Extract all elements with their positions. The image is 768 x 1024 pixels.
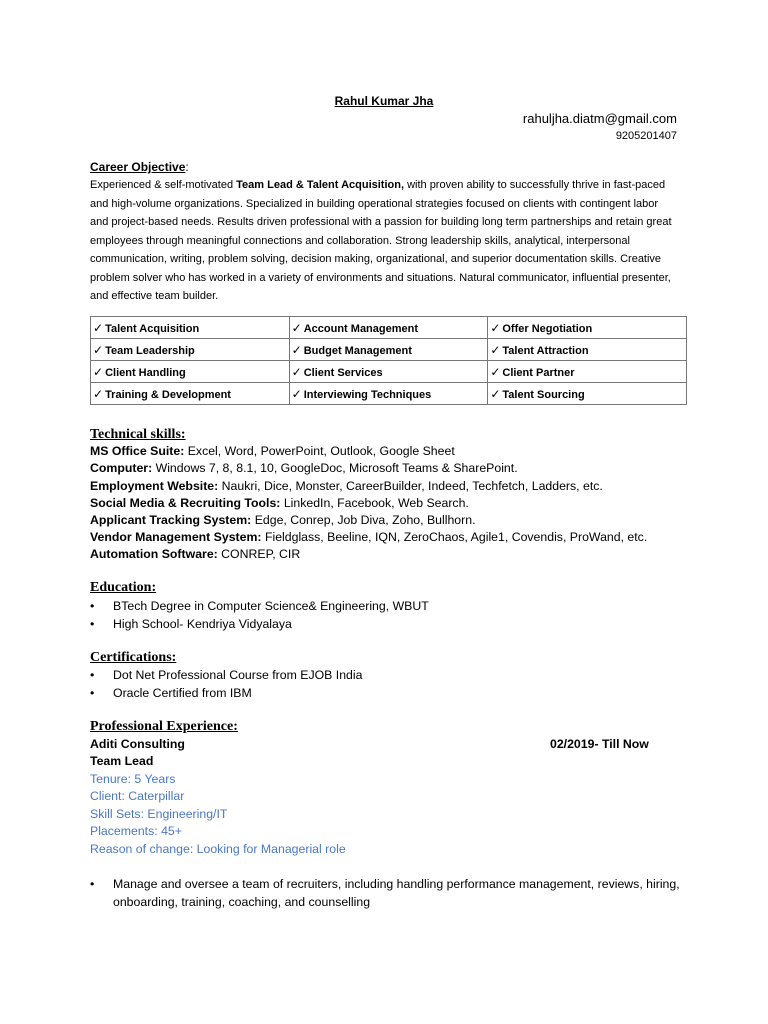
check-icon: ✓	[490, 320, 501, 335]
list-item: • Dot Net Professional Course from EJOB India	[90, 667, 362, 685]
check-icon: ✓	[490, 364, 501, 379]
career-objective-text: Experienced & self-motivated Team Lead & Talent Acquisition, with proven ability to successfully thrive in fast-paced and high-volume organizations. Specialized in building operational strategies focused on clients with contingent labor and project-based needs. Results driven professional with a passion for building long term partnerships and retain great employees through meaningful connections and collaboration. Strong leadership skills, analytical, interpersonal communication, writing, problem solving, decision making, organizational, and superior documentation skills. Creative problem solver who has worked in a variety of environments and situations. Natural communicator, influential presenter, and effective team builder.	[90, 179, 672, 302]
skills-table	[90, 316, 687, 405]
check-icon: ✓	[291, 386, 302, 401]
job-detail-line: Reason of change: Looking for Managerial role	[90, 841, 346, 856]
list-item: • BTech Degree in Computer Science& Engineering, WBUT	[90, 598, 429, 616]
check-icon: ✓	[93, 320, 104, 335]
technical-skill-row: Vendor Management System: Fieldglass, Beeline, IQN, ZeroChaos, Agile1, Covendis, ProWand, etc.	[90, 530, 648, 545]
list-item: • Manage and oversee a team of recruiters, including handling performance management, reviews, hiring, onboarding, training, coaching, and counselling	[90, 876, 680, 911]
experience-heading: Professional Experience:	[90, 719, 238, 734]
skills-row	[91, 361, 687, 383]
check-icon: ✓	[490, 386, 501, 401]
list-item: • High School- Kendriya Vidyalaya	[90, 616, 429, 634]
education-heading: Education:	[90, 580, 157, 595]
skill-cell: ✓ Client Handling	[91, 361, 290, 383]
skill-cell: ✓ Budget Management	[289, 339, 488, 361]
skill-cell: ✓ Talent Attraction	[488, 339, 687, 361]
job-details	[90, 771, 346, 858]
skill-cell: ✓ Client Services	[289, 361, 488, 383]
skill-cell: ✓ Talent Sourcing	[488, 383, 687, 405]
technical-skills-heading: Technical skills:	[90, 427, 186, 442]
skill-cell: ✓ Offer Negotiation	[488, 317, 687, 339]
skills-row	[91, 383, 687, 405]
check-icon: ✓	[93, 342, 104, 357]
certifications-list	[90, 667, 362, 702]
check-icon: ✓	[93, 364, 104, 379]
check-icon: ✓	[490, 342, 501, 357]
check-icon: ✓	[291, 320, 302, 335]
skills-row	[91, 317, 687, 339]
check-icon: ✓	[291, 342, 302, 357]
skill-cell: ✓ Interviewing Techniques	[289, 383, 488, 405]
job-detail-line: Client: Caterpillar	[90, 789, 185, 804]
technical-skill-row: Applicant Tracking System: Edge, Conrep, Job Diva, Zoho, Bullhorn.	[90, 513, 476, 528]
technical-skills-section	[90, 426, 690, 564]
job-detail-line: Skill Sets: Engineering/IT	[90, 806, 228, 821]
career-objective-heading: Career Objective:	[90, 160, 189, 174]
technical-skill-row: MS Office Suite: Excel, Word, PowerPoint, Outlook, Google Sheet	[90, 444, 455, 459]
job-title: Team Lead	[90, 754, 154, 768]
list-item: • Oracle Certified from IBM	[90, 685, 362, 703]
job-detail-line: Placements: 45+	[90, 824, 182, 839]
technical-skill-row: Social Media & Recruiting Tools: LinkedIn, Facebook, Web Search.	[90, 495, 469, 510]
skill-cell: ✓ Talent Acquisition	[91, 317, 290, 339]
phone-number: 9205201407	[615, 130, 677, 142]
technical-skill-row: Computer: Windows 7, 8, 8.1, 10, GoogleDoc, Microsoft Teams & SharePoint.	[90, 461, 518, 476]
skill-cell: ✓ Team Leadership	[91, 339, 290, 361]
employment-dates: 02/2019- Till Now	[550, 737, 649, 751]
skill-cell: ✓ Client Partner	[488, 361, 687, 383]
candidate-name: Rahul Kumar Jha	[334, 94, 434, 108]
skill-cell: ✓ Training & Development	[91, 383, 290, 405]
job-detail-line: Tenure: 5 Years	[90, 772, 176, 786]
education-list	[90, 598, 429, 633]
email-address: rahuljha.diatm@gmail.com	[522, 111, 677, 126]
check-icon: ✓	[291, 364, 302, 379]
duties-list	[90, 876, 680, 911]
company-name: Aditi Consulting	[90, 737, 185, 751]
technical-skill-row: Automation Software: CONREP, CIR	[90, 547, 301, 562]
certifications-heading: Certifications:	[90, 650, 177, 665]
skills-row	[91, 339, 687, 361]
technical-skill-row: Employment Website: Naukri, Dice, Monster, CareerBuilder, Indeed, Techfetch, Ladders, etc.	[90, 478, 603, 493]
check-icon: ✓	[93, 386, 104, 401]
skill-cell: ✓ Account Management	[289, 317, 488, 339]
